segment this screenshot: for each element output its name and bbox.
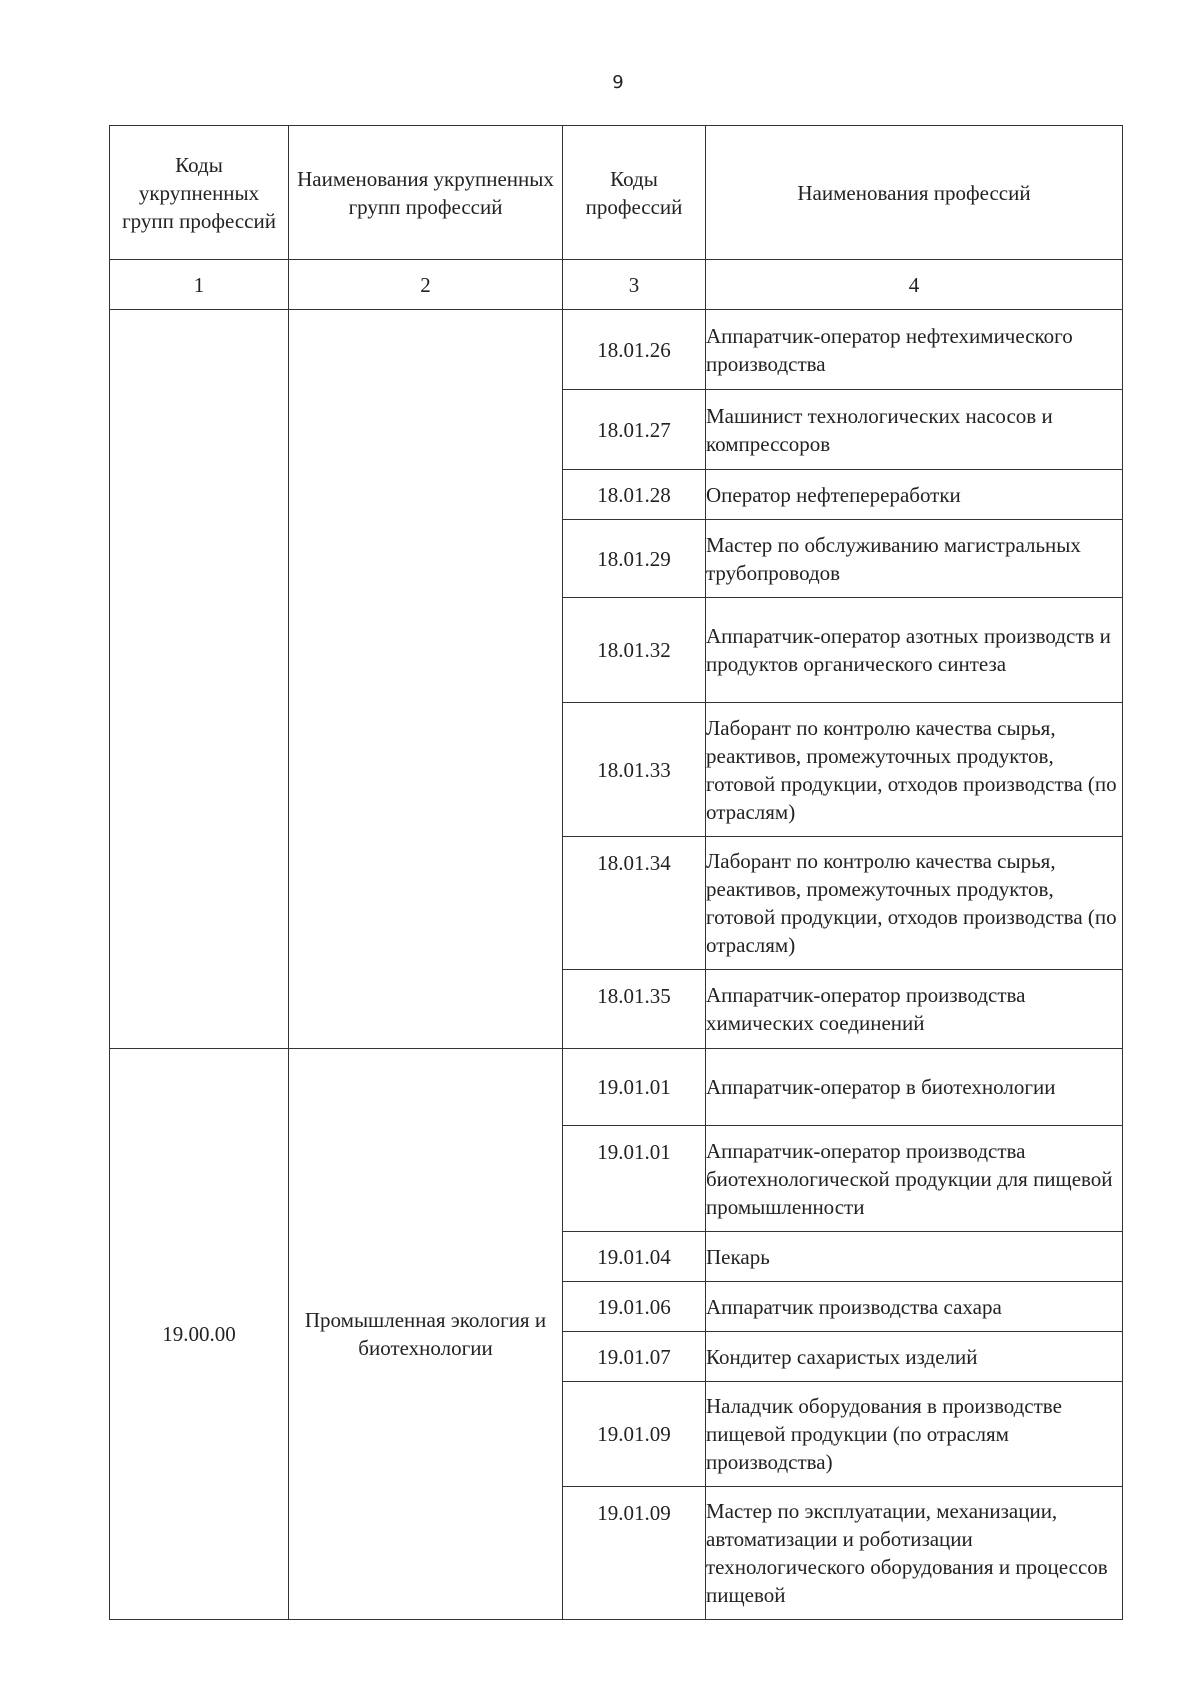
group-name-cell: Промышленная экология и биотехнологии (289, 1049, 563, 1620)
profession-code: 18.01.33 (563, 703, 706, 837)
profession-name: Аппаратчик-оператор азотных производств и продуктов органического синтеза (706, 598, 1123, 703)
profession-code: 18.01.35 (563, 970, 706, 1049)
professions-table (109, 125, 1123, 1620)
profession-name: Аппаратчик-оператор производства биотехнологической продукции для пищевой промышленности (706, 1126, 1123, 1232)
page-number: 9 (612, 72, 624, 93)
profession-code: 19.01.09 (563, 1382, 706, 1487)
profession-code: 18.01.28 (563, 470, 706, 520)
profession-code: 18.01.26 (563, 310, 706, 390)
profession-name: Кондитер сахаристых изделий (706, 1332, 1123, 1382)
profession-name: Лаборант по контролю качества сырья, реактивов, промежуточных продуктов, готовой продукции, отходов производства (по отраслям) (706, 703, 1123, 837)
profession-code: 19.01.04 (563, 1232, 706, 1282)
header-profession-names: Наименования профессий (706, 126, 1123, 260)
profession-code: 19.01.09 (563, 1487, 706, 1620)
group-name-cell (289, 310, 563, 1049)
profession-code: 19.01.06 (563, 1282, 706, 1332)
table-row (110, 1049, 1123, 1126)
profession-name: Аппаратчик-оператор производства химических соединений (706, 970, 1123, 1049)
column-number-1: 1 (110, 260, 289, 310)
header-row (110, 126, 1123, 260)
profession-name: Аппаратчик-оператор нефтехимического производства (706, 310, 1123, 390)
header-group-names: Наименования укрупненных групп профессий (289, 126, 563, 260)
profession-name: Мастер по обслуживанию магистральных трубопроводов (706, 520, 1123, 598)
profession-code: 19.01.01 (563, 1126, 706, 1232)
profession-name: Машинист технологических насосов и компрессоров (706, 390, 1123, 470)
profession-name: Наладчик оборудования в производстве пищевой продукции (по отраслям производства) (706, 1382, 1123, 1487)
profession-name: Оператор нефтепереработки (706, 470, 1123, 520)
profession-code: 18.01.27 (563, 390, 706, 470)
column-number-row (110, 260, 1123, 310)
header-profession-codes: Коды профессий (563, 126, 706, 260)
profession-code: 19.01.07 (563, 1332, 706, 1382)
profession-code: 19.01.01 (563, 1049, 706, 1126)
profession-code: 18.01.32 (563, 598, 706, 703)
profession-name: Аппаратчик производства сахара (706, 1282, 1123, 1332)
profession-name: Мастер по эксплуатации, механизации, автоматизации и роботизации технологического оборудования и процессов пищевой (706, 1487, 1123, 1620)
profession-code: 18.01.34 (563, 837, 706, 970)
profession-code: 18.01.29 (563, 520, 706, 598)
profession-name: Пекарь (706, 1232, 1123, 1282)
header-group-codes: Коды укрупненных групп профессий (110, 126, 289, 260)
group-code-cell (110, 310, 289, 1049)
column-number-3: 3 (563, 260, 706, 310)
table-row (110, 310, 1123, 390)
profession-name: Лаборант по контролю качества сырья, реактивов, промежуточных продуктов, готовой продукции, отходов производства (по отраслям) (706, 837, 1123, 970)
column-number-4: 4 (706, 260, 1123, 310)
profession-name: Аппаратчик-оператор в биотехнологии (706, 1049, 1123, 1126)
group-code-cell: 19.00.00 (110, 1049, 289, 1620)
column-number-2: 2 (289, 260, 563, 310)
